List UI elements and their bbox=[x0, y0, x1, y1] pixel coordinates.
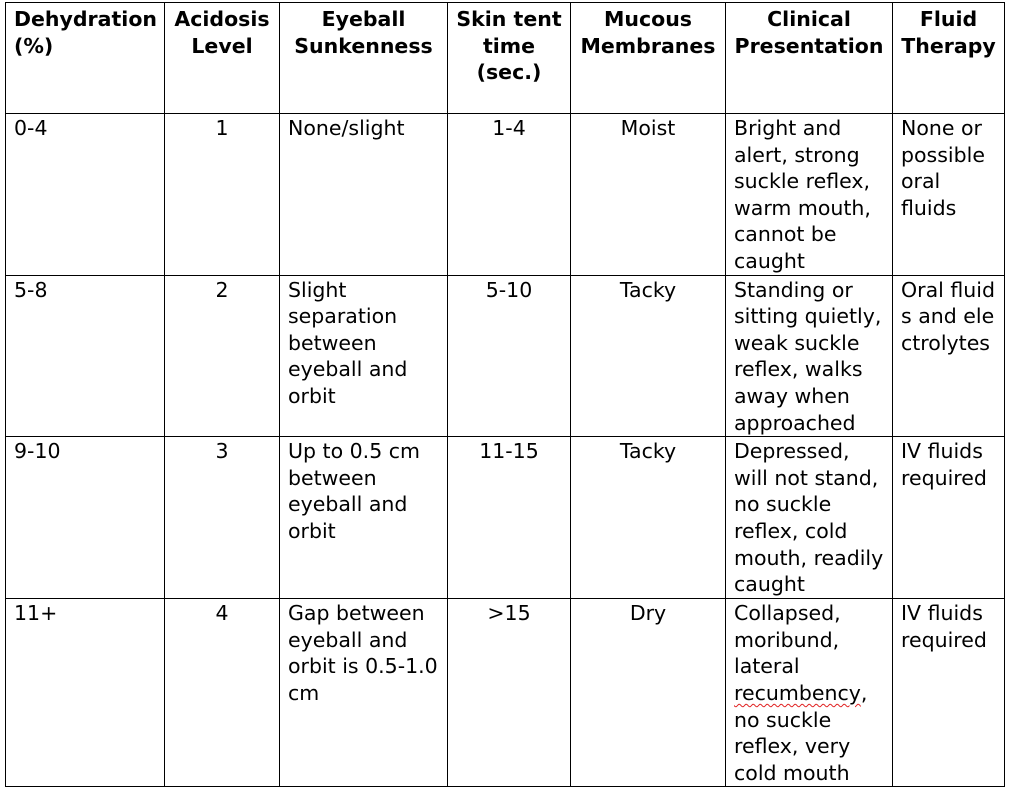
cell-clinical-presentation bbox=[726, 599, 893, 787]
cell-dehydration: 0-4 bbox=[6, 114, 165, 276]
header-fluid-therapy: Fluid Therapy bbox=[893, 3, 1005, 114]
cell-skin-tent-time: >15 bbox=[448, 599, 571, 787]
cell-eyeball-sunkenness: Slight separation between eyeball and orbit bbox=[280, 275, 448, 437]
cell-fluid-therapy: IV fluids required bbox=[893, 437, 1005, 599]
cell-mucous-membranes: Tacky bbox=[571, 275, 726, 437]
spellcheck-flagged-word[interactable]: recumbency bbox=[734, 680, 861, 705]
header-dehydration: Dehydration (%) bbox=[6, 3, 165, 114]
cell-dehydration: 11+ bbox=[6, 599, 165, 787]
table-row bbox=[6, 275, 1005, 437]
cell-clinical-presentation: Standing or sitting quietly, weak suckle reflex, walks away when approached bbox=[726, 275, 893, 437]
table-row bbox=[6, 599, 1005, 787]
cell-dehydration: 5-8 bbox=[6, 275, 165, 437]
header-eyeball-sunkenness: Eyeball Sunkenness bbox=[280, 3, 448, 114]
cell-mucous-membranes: Moist bbox=[571, 114, 726, 276]
cell-acidosis-level: 2 bbox=[165, 275, 280, 437]
cell-eyeball-sunkenness: Gap between eyeball and orbit is 0.5-1.0 cm bbox=[280, 599, 448, 787]
cell-mucous-membranes: Tacky bbox=[571, 437, 726, 599]
cell-mucous-membranes: Dry bbox=[571, 599, 726, 787]
cell-skin-tent-time: 5-10 bbox=[448, 275, 571, 437]
cell-dehydration: 9-10 bbox=[6, 437, 165, 599]
header-skin-tent-time: Skin tent time (sec.) bbox=[448, 3, 571, 114]
cell-acidosis-level: 1 bbox=[165, 114, 280, 276]
header-mucous-membranes: Mucous Membranes bbox=[571, 3, 726, 114]
header-clinical-presentation: Clinical Presentation bbox=[726, 3, 893, 114]
cell-fluid-therapy: Oral fluids and electrolytes bbox=[893, 275, 1005, 437]
cell-skin-tent-time: 11-15 bbox=[448, 437, 571, 599]
dehydration-table bbox=[5, 2, 1005, 787]
cell-clinical-presentation: Bright and alert, strong suckle reflex, warm mouth, cannot be caught bbox=[726, 114, 893, 276]
cell-acidosis-level: 4 bbox=[165, 599, 280, 787]
cell-fluid-therapy: IV fluids required bbox=[893, 599, 1005, 787]
table-row bbox=[6, 437, 1005, 599]
header-acidosis-level: Acidosis Level bbox=[165, 3, 280, 114]
cell-skin-tent-time: 1-4 bbox=[448, 114, 571, 276]
cell-eyeball-sunkenness: Up to 0.5 cm between eyeball and orbit bbox=[280, 437, 448, 599]
cell-eyeball-sunkenness: None/slight bbox=[280, 114, 448, 276]
cell-clinical-presentation: Depressed, will not stand, no suckle reflex, cold mouth, readily caught bbox=[726, 437, 893, 599]
cell-acidosis-level: 3 bbox=[165, 437, 280, 599]
header-row bbox=[6, 3, 1005, 114]
clinical-text-end: , no suckle reflex, very cold mouth bbox=[734, 680, 868, 785]
cell-fluid-therapy: None or possible oral fluids bbox=[893, 114, 1005, 276]
clinical-text-start: Collapsed, moribund, lateral bbox=[734, 601, 841, 679]
table-row bbox=[6, 114, 1005, 276]
